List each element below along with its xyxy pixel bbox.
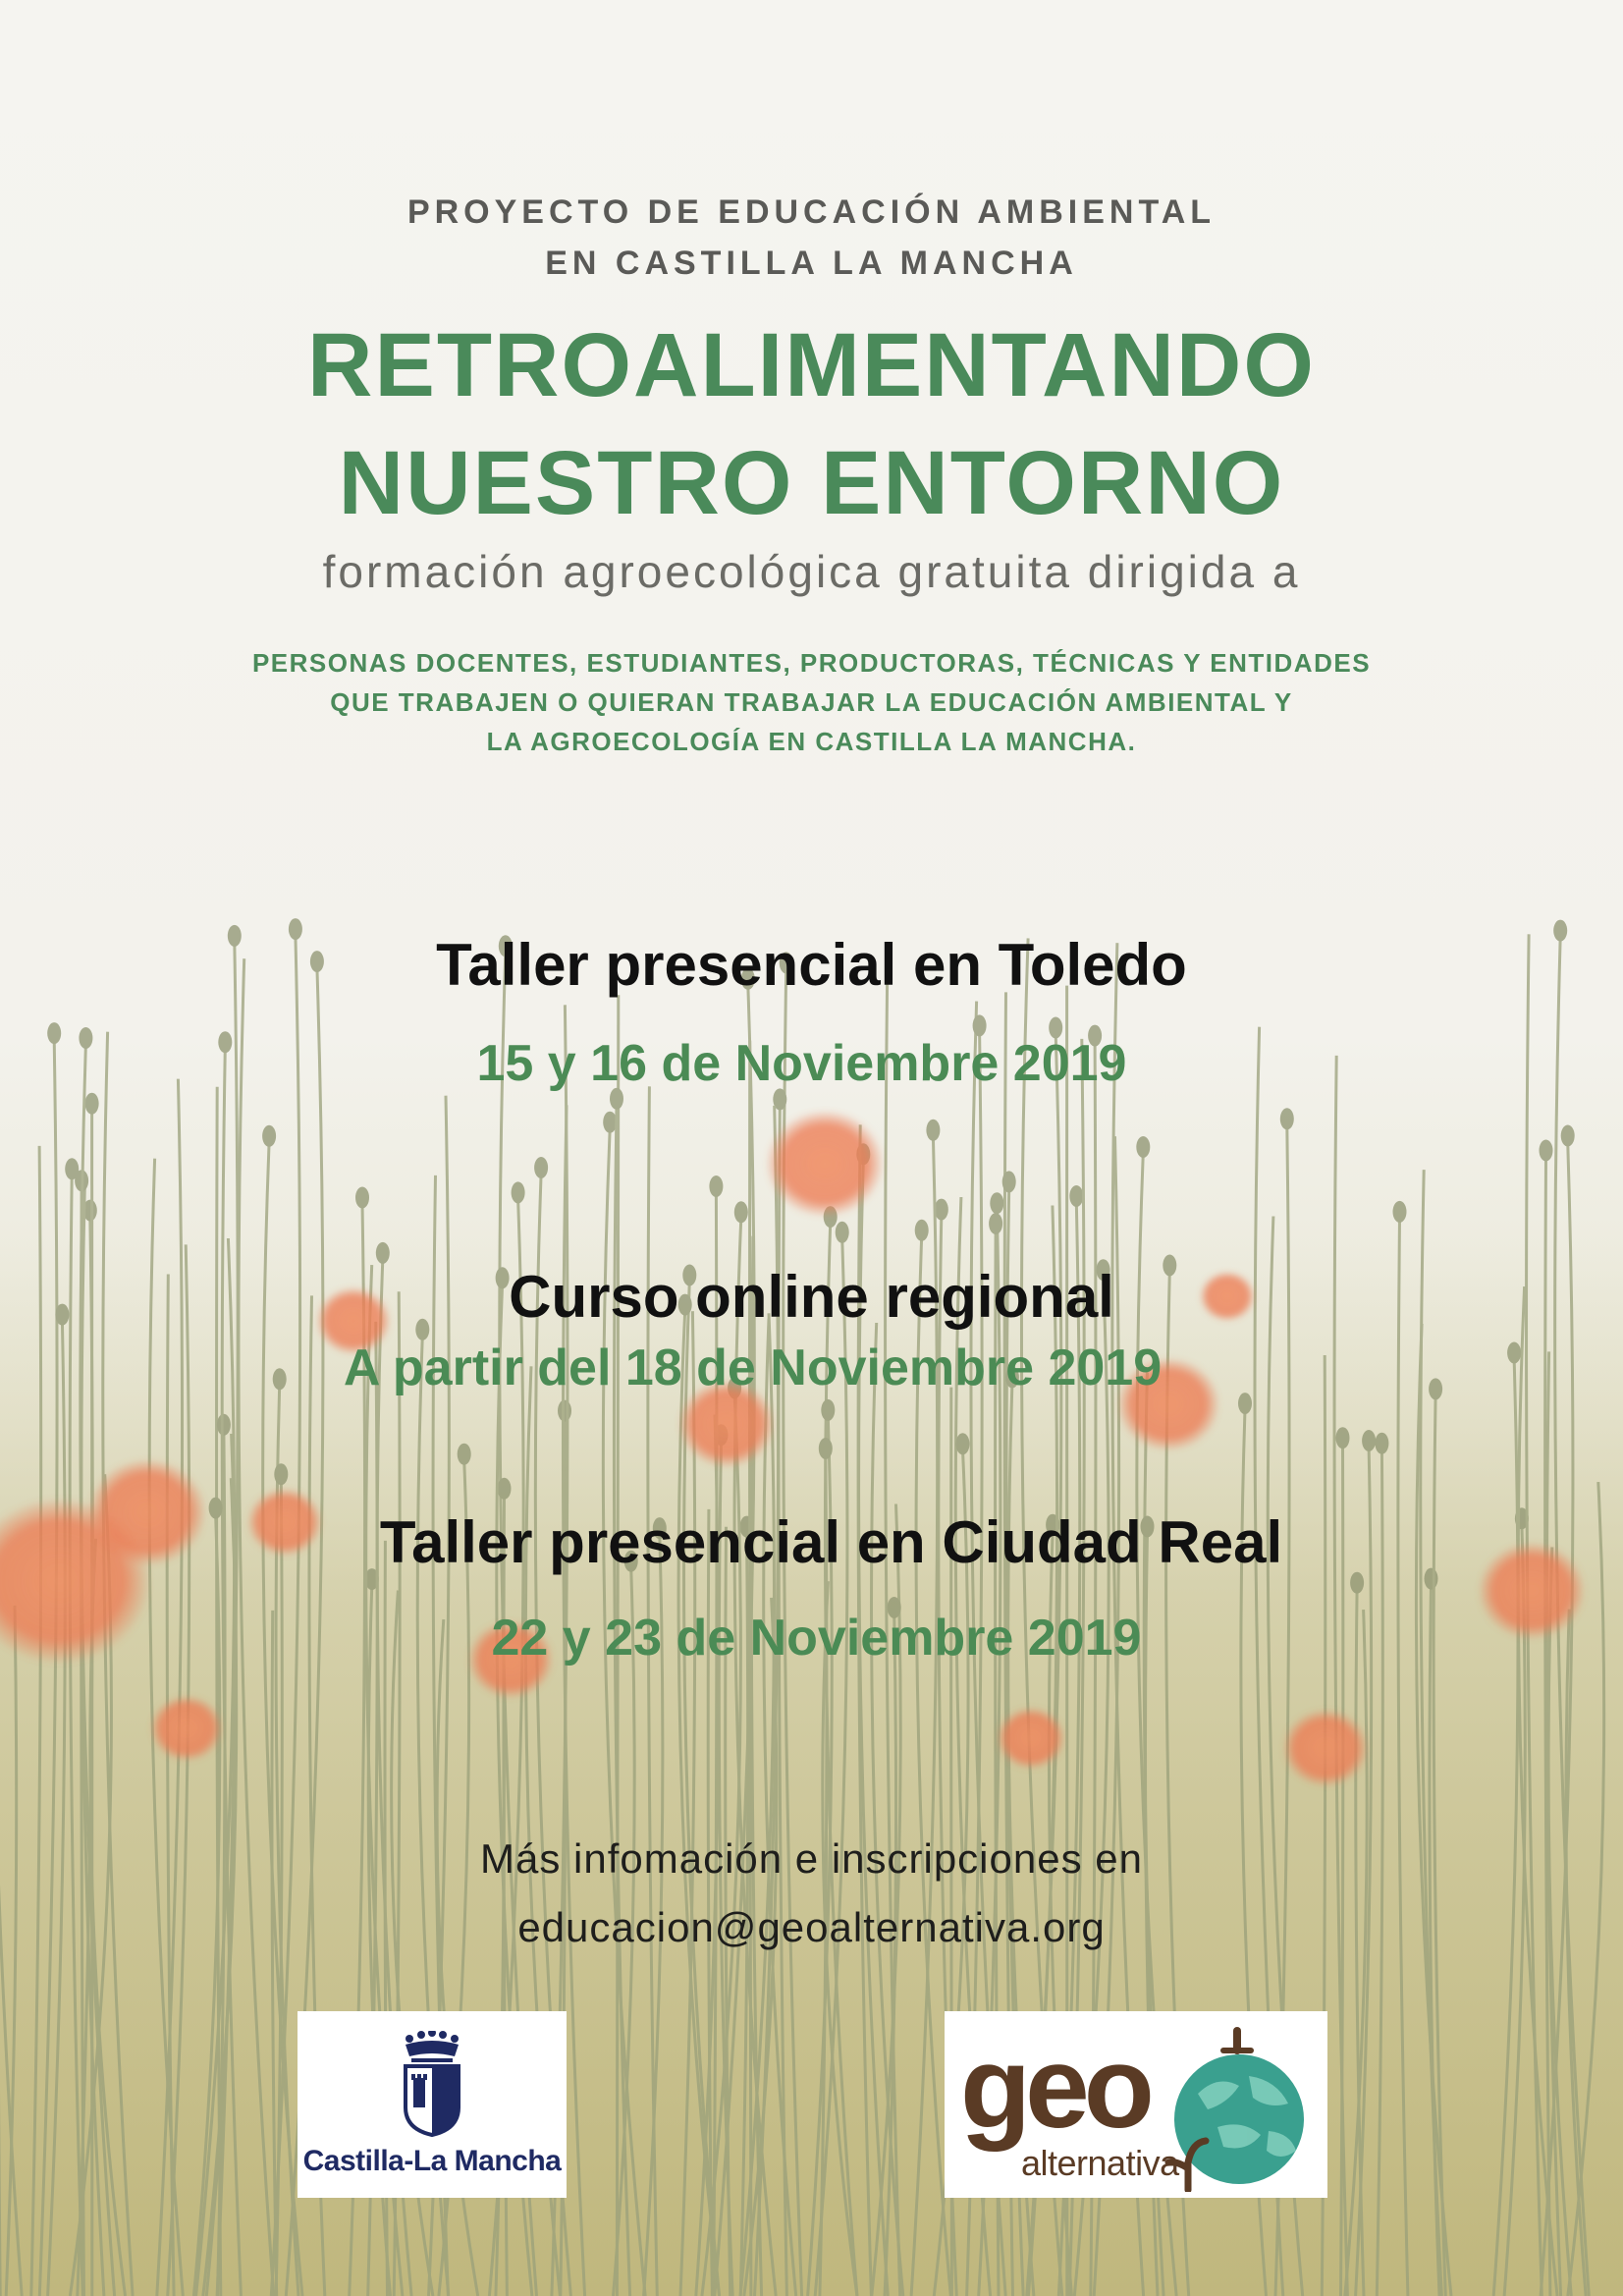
poppy-bud bbox=[1280, 1108, 1294, 1129]
poppy-bud bbox=[498, 1478, 512, 1500]
poppy-bud bbox=[274, 1463, 288, 1485]
project-subtitle: formación agroecológica gratuita dirigida a bbox=[322, 546, 1301, 597]
poppy-flower bbox=[997, 1707, 1065, 1770]
event-title-ciudad-real: Taller presencial en Ciudad Real bbox=[379, 1509, 1283, 1575]
poppy-bud bbox=[512, 1181, 525, 1203]
poppy-bud bbox=[1393, 1201, 1407, 1223]
poppy-bud bbox=[534, 1157, 548, 1178]
geo-logo-subtitle: alternativa bbox=[1021, 2143, 1179, 2183]
event-date-toledo: 15 y 16 de Noviembre 2019 bbox=[476, 1035, 1127, 1092]
poppy-bud bbox=[1002, 1171, 1016, 1192]
audience-line-1: PERSONAS DOCENTES, ESTUDIANTES, PRODUCTORAS, TÉCNICAS Y ENTIDADES bbox=[251, 648, 1372, 678]
globe-tree-icon bbox=[1159, 2025, 1316, 2192]
contact-info bbox=[0, 1825, 1623, 1962]
castilla-la-mancha-logo-text: Castilla-La Mancha bbox=[302, 2145, 562, 2177]
title-line-1: RETROALIMENTANDO bbox=[307, 315, 1316, 415]
castilla-la-mancha-logo bbox=[298, 2011, 567, 2198]
poppy-bud bbox=[603, 1112, 617, 1133]
poppy-bud bbox=[1540, 1140, 1553, 1162]
kicker-line-2: EN CASTILLA LA MANCHA bbox=[545, 245, 1078, 282]
kicker-line-1: PROYECTO DE EDUCACIÓN AMBIENTAL bbox=[406, 193, 1217, 231]
poppy-bud bbox=[989, 1213, 1002, 1234]
title-line-2: NUESTRO ENTORNO bbox=[338, 433, 1285, 533]
contact-info-label: Más infomación e inscripciones en bbox=[480, 1835, 1143, 1882]
poppy-bud bbox=[65, 1158, 79, 1179]
poppy-bud bbox=[926, 1120, 940, 1141]
castilla-la-mancha-crest-icon bbox=[398, 2031, 466, 2139]
poppy-bud bbox=[1136, 1136, 1150, 1158]
poppy-bud bbox=[935, 1199, 948, 1221]
poppy-bud bbox=[915, 1220, 929, 1241]
poppy-bud bbox=[1069, 1185, 1083, 1207]
poppy-bud bbox=[990, 1192, 1003, 1214]
poppy-bud bbox=[458, 1444, 471, 1465]
poppy-bud bbox=[1362, 1430, 1376, 1451]
poppy-bud bbox=[85, 1093, 99, 1115]
poppy-bud bbox=[262, 1125, 276, 1147]
event-title-online: Curso online regional bbox=[509, 1264, 1114, 1330]
poppy-flower bbox=[1282, 1709, 1369, 1787]
poppy-bud bbox=[709, 1175, 723, 1197]
poppy-bud bbox=[1336, 1427, 1350, 1449]
audience-line-2: QUE TRABAJEN O QUIERAN TRABAJAR LA EDUCACIÓN AMBIENTAL Y bbox=[330, 687, 1293, 717]
poppy-bud bbox=[1375, 1433, 1388, 1454]
geo-logo-word: geo bbox=[960, 2023, 1149, 2153]
poppy-bud bbox=[355, 1187, 369, 1209]
poppy-flower bbox=[150, 1695, 224, 1762]
poppy-bud bbox=[217, 1414, 231, 1436]
project-kicker bbox=[0, 187, 1623, 289]
audience-description bbox=[0, 643, 1623, 761]
poppy-bud bbox=[836, 1222, 849, 1243]
event-date-ciudad-real: 22 y 23 de Noviembre 2019 bbox=[491, 1610, 1142, 1667]
poppy-bud bbox=[1561, 1125, 1575, 1147]
poppy-bud bbox=[956, 1433, 970, 1454]
event-date-online: A partir del 18 de Noviembre 2019 bbox=[343, 1339, 1163, 1396]
poppy-bud bbox=[734, 1201, 748, 1223]
project-title bbox=[0, 306, 1623, 542]
poppy-bud bbox=[821, 1399, 835, 1421]
geoalternativa-logo bbox=[945, 2011, 1327, 2198]
contact-email-link[interactable]: educacion@geoalternativa.org bbox=[517, 1904, 1106, 1950]
poppy-flower bbox=[766, 1110, 885, 1218]
poppy-bud bbox=[819, 1438, 833, 1459]
audience-line-3: LA AGROECOLOGÍA EN CASTILLA LA MANCHA. bbox=[486, 727, 1137, 756]
event-title-toledo: Taller presencial en Toledo bbox=[436, 932, 1187, 998]
